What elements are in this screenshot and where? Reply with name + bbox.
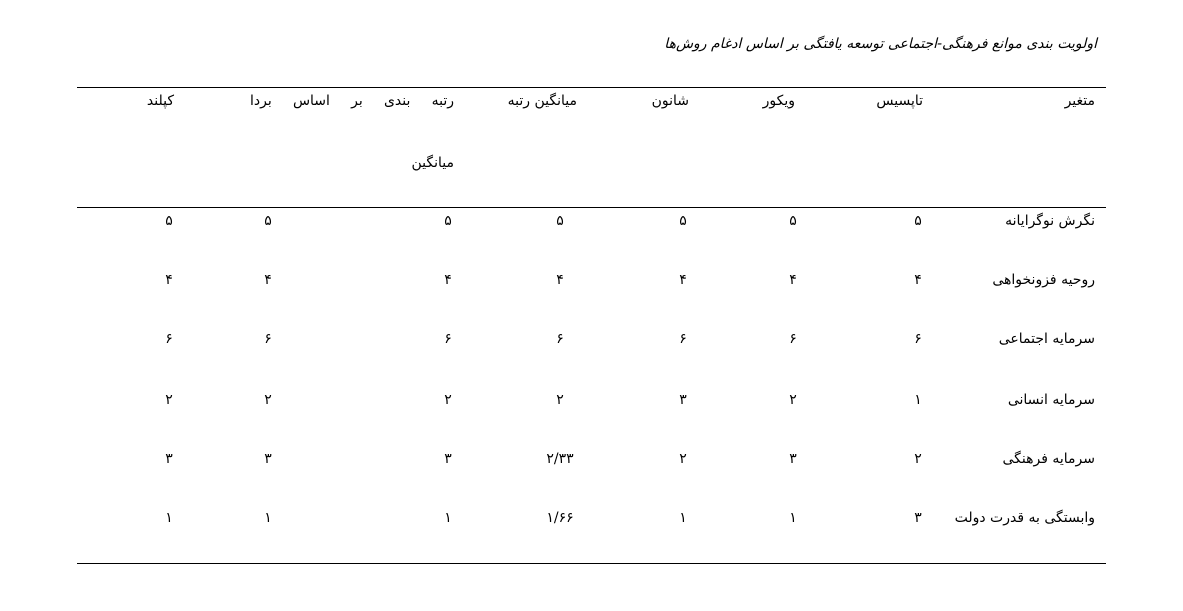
cell-copeland: ۴ (264, 272, 272, 288)
cell-copeland: ۵ (264, 213, 272, 229)
cell-vikor: ۴ (789, 272, 797, 288)
table-bottom-rule (77, 563, 1106, 564)
cell-mean-rank: ۴ (556, 272, 564, 288)
cell-mean-rank: ۵ (556, 213, 564, 229)
cell-final: ۶ (165, 331, 173, 347)
cell-mean-rank: ۲ (556, 392, 564, 408)
header-copeland: کپلند (146, 93, 174, 109)
cell-borda: ۳ (444, 451, 452, 467)
cell-topsis: ۱ (914, 392, 922, 408)
cell-mean-rank: ۶ (556, 331, 564, 347)
table-header-rule (77, 207, 1106, 208)
cell-vikor: ۶ (789, 331, 797, 347)
cell-vikor: ۵ (789, 213, 797, 229)
row-variable-label: روحیه فزونخواهی (992, 272, 1095, 288)
table-top-rule (77, 87, 1106, 88)
header-borda-rank: رتبه بندی بر اساس بردا (250, 93, 454, 109)
header-borda-rank-line2: میانگین (411, 155, 454, 171)
cell-borda: ۲ (444, 392, 452, 408)
cell-copeland: ۶ (264, 331, 272, 347)
cell-borda: ۶ (444, 331, 452, 347)
cell-topsis: ۶ (914, 331, 922, 347)
row-variable-label: نگرش نوگرایانه (1005, 213, 1095, 229)
cell-copeland: ۲ (264, 392, 272, 408)
row-variable-label: سرمایه اجتماعی (998, 331, 1095, 347)
header-shannon: شانون (651, 93, 689, 109)
row-variable-label: وابستگی به قدرت دولت (954, 510, 1095, 526)
cell-topsis: ۲ (914, 451, 922, 467)
cell-final: ۳ (165, 451, 173, 467)
cell-final: ۲ (165, 392, 173, 408)
cell-topsis: ۴ (914, 272, 922, 288)
cell-copeland: ۱ (264, 510, 272, 526)
cell-vikor: ۳ (789, 451, 797, 467)
cell-final: ۴ (165, 272, 173, 288)
cell-final: ۵ (165, 213, 173, 229)
cell-final: ۱ (165, 510, 173, 526)
header-topsis: تاپسیس (876, 93, 923, 109)
cell-shannon: ۱ (679, 510, 687, 526)
cell-shannon: ۳ (679, 392, 687, 408)
cell-topsis: ۵ (914, 213, 922, 229)
cell-shannon: ۴ (679, 272, 687, 288)
cell-shannon: ۲ (679, 451, 687, 467)
cell-vikor: ۱ (789, 510, 797, 526)
cell-mean-rank: ۲/۳۳ (546, 451, 574, 467)
cell-mean-rank: ۱/۶۶ (546, 510, 574, 526)
cell-shannon: ۵ (679, 213, 687, 229)
cell-copeland: ۳ (264, 451, 272, 467)
cell-shannon: ۶ (679, 331, 687, 347)
cell-topsis: ۳ (914, 510, 922, 526)
header-mean-rank: میانگین رتبه (507, 93, 577, 109)
cell-borda: ۵ (444, 213, 452, 229)
row-variable-label: سرمایه انسانی (1007, 392, 1095, 408)
row-variable-label: سرمایه فرهنگی (1002, 451, 1095, 467)
cell-borda: ۱ (444, 510, 452, 526)
cell-vikor: ۲ (789, 392, 797, 408)
header-variable: متغیر (1064, 93, 1095, 109)
table-caption: اولویت بندی موانع فرهنگی-اجتماعی توسعه یافتگی بر اساس ادغام روش‌ها (664, 36, 1097, 52)
header-vikor: ویکور (762, 93, 795, 109)
cell-borda: ۴ (444, 272, 452, 288)
